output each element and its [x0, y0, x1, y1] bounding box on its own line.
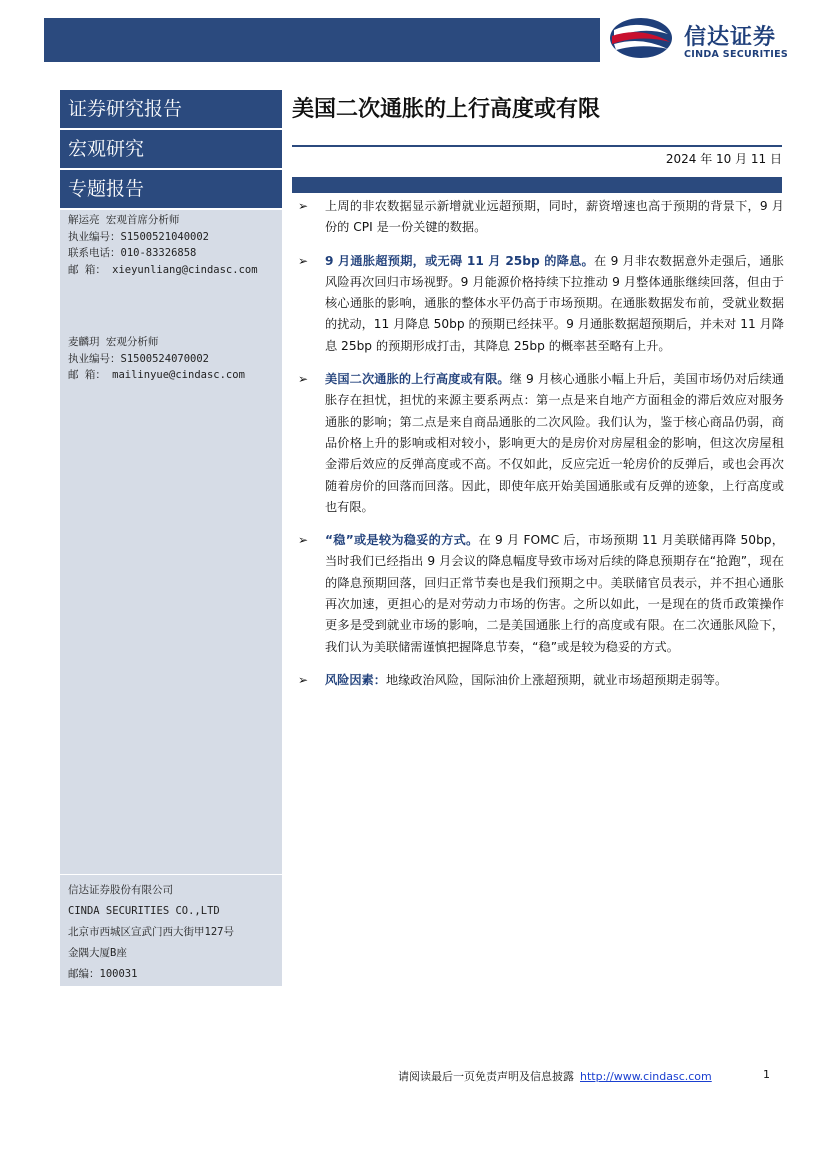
report-date: 2024 年 10 月 11 日: [665, 152, 782, 166]
bullet-text: 在 9 月非农数据意外走强后，通胀风险再次回归市场视野。9 月能源价格持续下拉推动 9 月整体通胀继续回落，但由于核心通胀的影响，通胀的整体水平仍高于市场预期。在通胀数据发布前，受就业数据的扰动，11 月降息 50bp 的预期已经抹平。9 月通胀数据超预期后，并未对 11 月降息 25bp 的预期形成打击，其降息 25bp 的概率甚至略有上升。: [325, 253, 784, 353]
logo-chinese-name: 信达证券: [684, 25, 777, 50]
bullet-text: 上周的非农数据显示新增就业远超预期，同时，薪资增速也高于预期的背景下，9 月份的 CPI 是一份关键的数据。: [325, 199, 784, 235]
bullet-text: 地缘政治风险，国际油价上涨超预期，就业市场超预期走弱等。: [385, 672, 728, 687]
analyst-license: 执业编号：S1500521040002: [68, 230, 210, 243]
bullet-lead: 9 月通胀超预期，或无碍 11 月 25bp 的降息。: [325, 253, 595, 268]
bullet-lead: 风险因素：: [325, 672, 386, 687]
sidebar: [60, 86, 282, 986]
analyst-license: 执业编号：S1500524070002: [68, 352, 210, 365]
bullet-text: 在 9 月 FOMC 后，市场预期 11 月美联储再降 50bp，当时我们已经指出 9 月会议的降息幅度导致市场对后续的降息预期存在“抢跑”，现在的降息预期回落，回归正常节奏也是我们预期之中。美联储官员表示，并不担心通胀再次加速，更担心的是对劳动力市场的伤害。之所以如此，一是现在的货币政策操作更多是受到就业市场的影响，二是美国通胀上行的高度或有限。在二次通胀风险下，我们认为美联储需谨慎把握降息节奏，“稳”或是较为稳妥的方式。: [325, 533, 784, 654]
analyst-info: [68, 212, 258, 278]
analyst-name-title: 麦麟玥 宏观分析师: [68, 336, 159, 348]
arrow-bullet-icon: ➢: [298, 372, 309, 387]
website-link[interactable]: http://www.cindasc.com: [580, 1070, 712, 1083]
summary-bullet: [292, 369, 784, 518]
bullet-lead: “稳”或是较为稳妥的方式。: [325, 533, 479, 548]
summary-bullets: [292, 196, 784, 703]
analyst-info: [68, 334, 245, 384]
title-divider: [292, 145, 782, 147]
analyst-name-title: 解运亮 宏观首席分析师: [68, 214, 180, 226]
company-name-en: CINDA SECURITIES CO.,LTD: [68, 905, 220, 917]
report-title: 美国二次通胀的上行高度或有限: [292, 97, 601, 122]
cinda-logo: [608, 14, 808, 64]
summary-bullet: [292, 530, 784, 658]
bullet-text: 继 9 月核心通胀小幅上升后，美国市场仍对后续通胀存在担忧，担忧的来源主要系两点：第一点是来自地产方面租金的滞后效应对服务通胀的影响；第二点是来自商品通胀的二次风险。我们认为，鉴于核心商品仍弱，商品价格上升的影响或相对较小，影响更大的是房价对房屋租金的影响，但这次房屋租金滞后效应的反弹高度或不高。不仅如此，反应完近一轮房价的反弹后，或也会再次随着房价的回落而回落。因此，即使年底开始美国通胀或有反弹的迹象，上行高度或也有限。: [325, 372, 784, 514]
sidebar-info-panel: [60, 210, 282, 986]
report-type-label: 专题报告: [60, 170, 282, 208]
cinda-logo-icon: [608, 16, 674, 60]
analyst-phone: 联系电话：010-83326858: [68, 247, 197, 259]
divider: [60, 874, 282, 875]
company-building: 金隅大厦B座: [68, 947, 127, 959]
header-band: [44, 18, 600, 62]
company-address: 北京市西城区宣武门西大街甲127号: [68, 926, 234, 938]
arrow-bullet-icon: ➢: [298, 199, 309, 213]
report-category-label: 证券研究报告: [60, 90, 282, 128]
page-footer: [398, 1068, 788, 1084]
arrow-bullet-icon: ➢: [298, 533, 309, 548]
company-name-cn: 信达证券股份有限公司: [68, 884, 173, 896]
summary-header-bar: [292, 177, 782, 193]
summary-bullet: [292, 251, 784, 357]
page-number: 1: [763, 1068, 770, 1081]
research-type-label: 宏观研究: [60, 130, 282, 168]
arrow-bullet-icon: ➢: [298, 672, 309, 687]
disclaimer-text: 请阅读最后一页免责声明及信息披露: [398, 1070, 574, 1083]
company-postcode: 邮编：100031: [68, 968, 138, 980]
analyst-email: 邮 箱： mailinyue@cindasc.com: [68, 369, 245, 381]
logo-english-name: CINDA SECURITIES: [684, 49, 789, 60]
summary-bullet: [292, 196, 784, 239]
analyst-email: 邮 箱： xieyunliang@cindasc.com: [68, 263, 258, 276]
arrow-bullet-icon: ➢: [298, 253, 309, 268]
bullet-lead: 美国二次通胀的上行高度或有限。: [325, 372, 510, 387]
summary-bullet: [292, 670, 784, 691]
company-info: [68, 880, 234, 985]
